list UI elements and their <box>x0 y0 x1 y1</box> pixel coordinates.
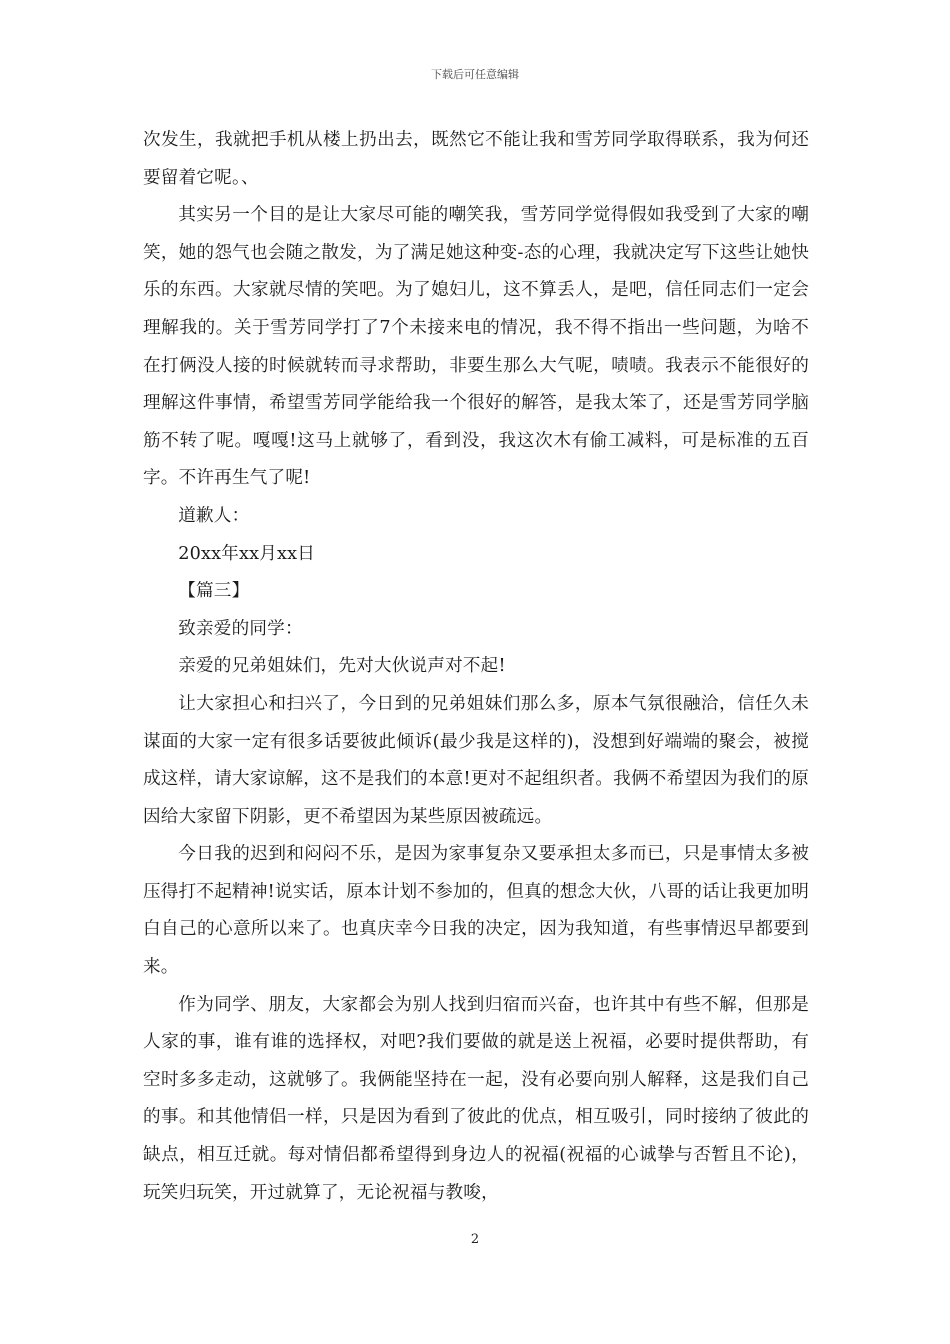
paragraph-3: 让大家担心和扫兴了，今日到的兄弟姐妹们那么多，原本气氛很融洽，信任久未谋面的大家一定有很多话要彼此倾诉(最少我是这样的)，没想到好端端的聚会，被搅成这样，请大家谅解，这不是我们的本意!更对不起组织者。我俩不希望因为我们的原因给大家留下阴影，更不希望因为某些原因被疏远。 <box>143 693 809 827</box>
paragraph-1: 次发生，我就把手机从楼上扔出去，既然它不能让我和雪芳同学取得联系，我为何还要留着它呢。、 <box>143 130 809 188</box>
paragraph-5: 作为同学、朋友，大家都会为别人找到归宿而兴奋，也许其中有些不解，但那是人家的事，谁有谁的选择权，对吧?我们要做的就是送上祝福，必要时提供帮助，有空时多多走动，这就够了。我俩能坚持在一起，没有必要向别人解释，这是我们自己的事。和其他情侣一样，只是因为看到了彼此的优点，相互吸引，同时接纳了彼此的缺点，相互迁就。每对情侣都希望得到身边人的祝福(祝福的心诚挚与否暂且不论)，玩笑归玩笑，开过就算了，无论祝福与教唆， <box>143 994 809 1203</box>
date-line: 20xx年xx月xx日 <box>178 543 316 564</box>
paragraph-greeting: 亲爱的兄弟姐妹们，先对大伙说声对不起! <box>178 656 506 677</box>
page-header-note: 下载后可任意编辑 <box>431 68 519 81</box>
section-heading: 【篇三】 <box>178 581 250 602</box>
salutation: 致亲爱的同学： <box>178 618 303 639</box>
paragraph-2: 其实另一个目的是让大家尽可能的嘲笑我，雪芳同学觉得假如我受到了大家的嘲笑，她的怨气也会随之散发，为了满足她这种变-态的心理，我就决定写下这些让她快乐的东西。大家就尽情的笑吧。为了媳妇儿，这不算丢人，是吧，信任同志们一定会理解我的。关于雪芳同学打了7个未接来电的情况，我不得不指出一些问题，为啥不在打俩没人接的时候就转而寻求帮助，非要生那么大气呢，啧啧。我表示不能很好的理解这件事情，希望雪芳同学能给我一个很好的解答，是我太笨了，还是雪芳同学脑筋不转了呢。嘎嘎!这马上就够了，看到没，我这次木有偷工减料，可是标准的五百字。不许再生气了呢! <box>143 205 809 489</box>
page-number: 2 <box>470 1232 480 1247</box>
document-body <box>143 122 809 1212</box>
paragraph-4: 今日我的迟到和闷闷不乐，是因为家事复杂又要承担太多而已，只是事情太多被压得打不起精神!说实话，原本计划不参加的，但真的想念大伙，八哥的话让我更加明白自己的心意所以来了。也真庆幸今日我的决定，因为我知道，有些事情迟早都要到来。 <box>143 844 809 978</box>
apologizer-label: 道歉人： <box>178 505 250 526</box>
